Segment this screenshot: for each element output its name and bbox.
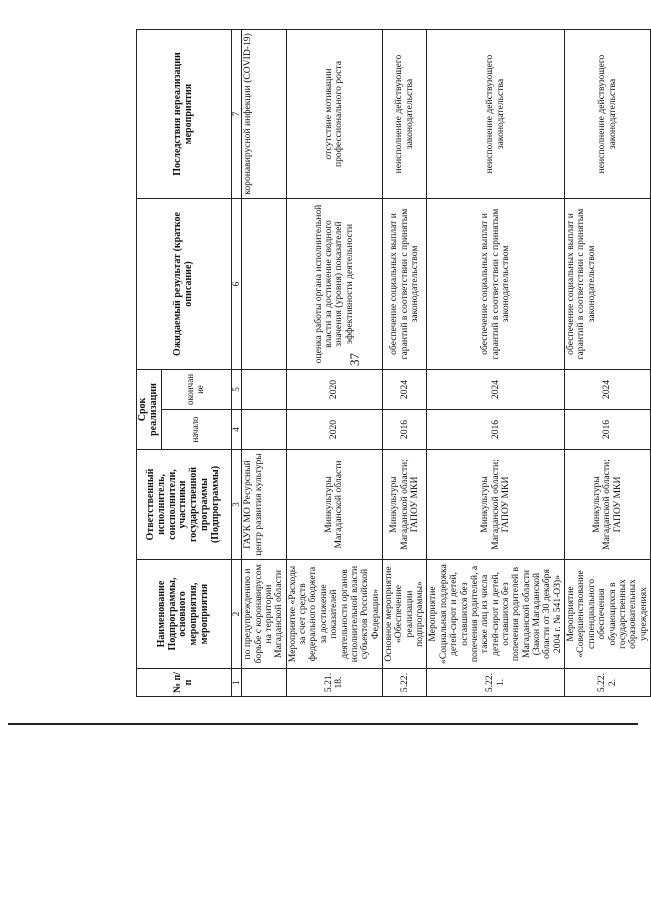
col-index: 1 [231,669,242,697]
row-name: Основное мероприятие «Обеспечение реализации подпрограммы» [382,560,426,669]
row-start: 2016 [427,410,565,450]
row-start: 2020 [286,410,382,450]
row-name: Мероприятие «Совершенствование стипендиального обеспечения обучающихся в государственных образовательных учреждениях [565,560,651,669]
header-period: Срок реализации [137,370,162,450]
row-consequences: неисполнение действующего законодательства [565,30,651,199]
row-result: обеспечение социальных выплат и гарантий в соответствии с принятым законодательством [382,199,426,370]
header-end: окончание [161,370,231,410]
header-responsible: Ответственный исполнитель, соисполнители, участники государственной программы (Подпрограммы) [137,450,232,560]
header-name: Наименование Подпрограммы, основного мероприятия, мероприятия [137,560,232,669]
row-end [242,370,286,410]
table-row [382,30,426,697]
table-row [286,30,382,697]
row-responsible: Минкультуры Магаданской области [286,450,382,560]
header-num: № п/п [137,669,232,697]
row-consequences: отсутствие мотивации профессионального роста [286,30,382,199]
row-num: 5.21.18. [286,669,382,697]
row-start: 2016 [382,410,426,450]
rotated-table-wrapper [136,30,649,697]
row-result [242,199,286,370]
col-index: 4 [231,410,242,450]
row-consequences: коронавирусной инфекции (COVID-19) [242,30,286,199]
scan-divider-line [8,723,638,725]
col-index: 7 [231,30,242,199]
row-name: Мероприятие «Социальная поддержка детей-сирот и детей, оставшихся без попечения родителей, а также лиц из числа детей-сирот и детей, оставшихся без попечения родителей в Магаданской области (Закон Магаданской области от 30 декабря 2004 г. № 541-ОЗ)» [427,560,565,669]
table-row [427,30,565,697]
row-end: 2024 [427,370,565,410]
column-index-row [231,30,242,697]
row-responsible: Минкультуры Магаданской области; ГАПОУ МКИ [427,450,565,560]
header-start: начало [161,410,231,450]
page-number: 37 [347,353,362,366]
header-result: Ожидаемый результат (краткое описание) [137,199,232,370]
row-end: 2020 [286,370,382,410]
row-result: обеспечение социальных выплат и гарантий в соответствии с принятым законодательством [427,199,565,370]
row-responsible: Минкультуры Магаданской области; ГАПОУ МКИ [565,450,651,560]
row-num: 5.22.1. [427,669,565,697]
row-start: 2016 [565,410,651,450]
table-row [565,30,651,697]
row-end: 2024 [382,370,426,410]
col-index: 2 [231,560,242,669]
row-consequences: неисполнение действующего законодательства [382,30,426,199]
row-result: оценка работы органа исполнительной власти за достижение сводного значения (уровня) показателей эффективности деятельности [286,199,382,370]
row-name: Мероприятие «Расходы за счет средств федерального бюджета за достижение показателей деятельности органов исполнительной власти субъектов Российской Федерации» [286,560,382,669]
table-row [242,30,286,697]
col-index: 5 [231,370,242,410]
row-end: 2024 [565,370,651,410]
col-index: 3 [231,450,242,560]
row-responsible: Минкультуры Магаданской области; ГАПОУ МКИ [382,450,426,560]
row-name: по предупреждению и борьбе с коронавирусом на территории Магаданской области [242,560,286,669]
activities-table [136,29,651,697]
row-result: обеспечение социальных выплат и гарантий в соответствии с принятым законодательством [565,199,651,370]
row-consequences: неисполнение действующего законодательства [427,30,565,199]
row-responsible: ГАУК МО Ресурсный центр развития культуры [242,450,286,560]
row-num [242,669,286,697]
header-consequences: Последствия нереализации мероприятия [137,30,232,199]
row-start [242,410,286,450]
row-num: 5.22. [382,669,426,697]
col-index: 6 [231,199,242,370]
row-num: 5.22.2. [565,669,651,697]
